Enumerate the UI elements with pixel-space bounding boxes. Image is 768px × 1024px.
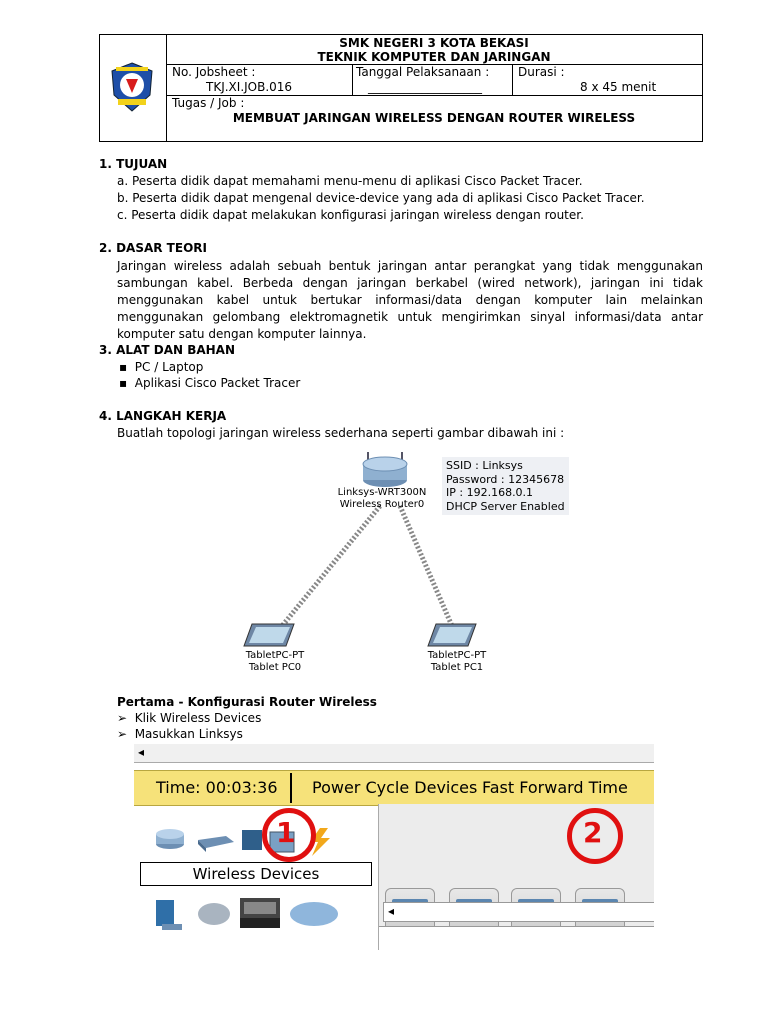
header-table	[99, 34, 703, 142]
router-name: Wireless Router0	[339, 499, 425, 510]
school-logo-icon	[108, 61, 156, 113]
tablet-pc1-icon	[428, 624, 476, 646]
ip-text: IP : 192.168.0.1	[446, 486, 534, 499]
scroll-left-icon[interactable]: ◂	[388, 904, 395, 918]
scroll-left-icon[interactable]: ◂	[138, 745, 145, 759]
step1-item	[117, 727, 243, 741]
hub-category-icon[interactable]	[242, 830, 262, 850]
alat-bahan-text: PC / Laptop	[134, 360, 204, 374]
tujuan-item-a: a. Peserta didik dapat memahami menu-menu di aplikasi Cisco Packet Tracer.	[117, 174, 583, 188]
jobsheet-label: No. Jobsheet :	[172, 65, 256, 79]
langkah-kerja-intro: Buatlah topologi jaringan wireless sederhana seperti gambar dibawah ini :	[117, 426, 565, 440]
date-value: ___________________	[368, 80, 482, 94]
dasar-teori-paragraph: Jaringan wireless adalah sebuah bentuk jaringan antar perangkat yang tidak menggunakan sambungan kabel. Berbeda dengan jaringan berkabel (wired network), jaringan ini tidak menggunakan kabel untuk bertukar informasi/data dengan komputer lain melainkan menggunakan gelombang elektromagnetik untuk mengirimkan sinyal informasi/data antar komputer satu dengan komputer lainnya.	[117, 259, 703, 341]
wan-emulation-icon[interactable]	[198, 903, 230, 925]
device-list-panel	[378, 804, 654, 950]
pc0-model: TabletPC-PT	[245, 650, 305, 661]
logo-cell	[100, 35, 167, 141]
router-label	[330, 487, 434, 511]
pc0-name: Tablet PC0	[248, 662, 302, 673]
device-list-scrollbar[interactable]	[383, 902, 654, 922]
device-detail-area	[379, 926, 654, 950]
pc0-label	[238, 650, 312, 674]
wireless-link-pc0	[282, 506, 380, 626]
duration-label: Durasi :	[518, 65, 565, 79]
marker-2-number: 2	[583, 816, 603, 849]
duration-value: 8 x 45 menit	[580, 80, 657, 94]
arrow-bullet-icon: ➢	[117, 727, 128, 741]
pc1-label	[420, 650, 494, 674]
department-name: TEKNIK KOMPUTER DAN JARINGAN	[317, 50, 551, 64]
wireless-link-pc1	[400, 506, 452, 626]
ssid-text: SSID : Linksys	[446, 459, 523, 472]
section-dasar-teori-title: 2. DASAR TEORI	[99, 241, 207, 255]
date-label: Tanggal Pelaksanaan :	[356, 65, 490, 79]
multiuser-icon[interactable]	[290, 902, 338, 926]
tujuan-item-b: b. Peserta didik dapat mengenal device-device yang ada di aplikasi Cisco Packet Tracer.	[117, 191, 645, 205]
switch-category-icon[interactable]	[198, 836, 234, 852]
step1-text: Masukkan Linksys	[134, 727, 243, 741]
fast-forward-button[interactable]: Fast Forward Time	[482, 778, 628, 797]
step1-text: Klik Wireless Devices	[134, 711, 262, 725]
power-cycle-button[interactable]: Power Cycle Devices	[312, 778, 478, 797]
alat-bahan-item	[119, 376, 300, 390]
school-name: SMK NEGERI 3 KOTA BEKASI	[339, 36, 529, 50]
router-category-icon[interactable]	[156, 829, 184, 849]
tujuan-item-c: c. Peserta didik dapat melakukan konfigurasi jaringan wireless dengan router.	[117, 208, 584, 222]
router-icon	[363, 452, 407, 487]
section-alat-bahan-title: 3. ALAT DAN BAHAN	[99, 343, 236, 357]
pc1-model: TabletPC-PT	[427, 650, 487, 661]
top-scrollbar[interactable]	[134, 744, 654, 763]
step1-item	[117, 711, 261, 725]
category-label: Wireless Devices	[140, 862, 372, 886]
alat-bahan-item	[119, 360, 203, 374]
step1-title: Pertama - Konfigurasi Router Wireless	[117, 695, 377, 709]
device-category-row2	[152, 894, 352, 934]
jobsheet-value: TKJ.XI.JOB.016	[206, 80, 293, 94]
marker-1-number: 1	[276, 816, 296, 849]
dhcp-text: DHCP Server Enabled	[446, 499, 565, 513]
password-text: Password : 12345678	[446, 472, 565, 486]
router-info-box	[442, 457, 569, 515]
router-model: Linksys-WRT300N	[337, 487, 427, 498]
arrow-bullet-icon: ➢	[117, 711, 128, 725]
task-label: Tugas / Job :	[172, 96, 245, 110]
bullet-icon: ▪	[119, 376, 128, 390]
end-devices-icon[interactable]	[156, 900, 182, 930]
pc1-name: Tablet PC1	[430, 662, 484, 673]
time-display: Time: 00:03:36	[156, 778, 278, 797]
section-langkah-kerja-title: 4. LANGKAH KERJA	[99, 409, 227, 423]
bullet-icon: ▪	[119, 360, 128, 374]
section-tujuan-title: 1. TUJUAN	[99, 157, 168, 171]
tablet-pc0-icon	[244, 624, 294, 646]
alat-bahan-text: Aplikasi Cisco Packet Tracer	[134, 376, 301, 390]
custom-devices-icon[interactable]	[240, 898, 280, 928]
task-title: MEMBUAT JARINGAN WIRELESS DENGAN ROUTER WIRELESS	[232, 111, 636, 125]
realtime-toolbar	[134, 770, 654, 806]
packet-tracer-screenshot	[134, 744, 654, 950]
